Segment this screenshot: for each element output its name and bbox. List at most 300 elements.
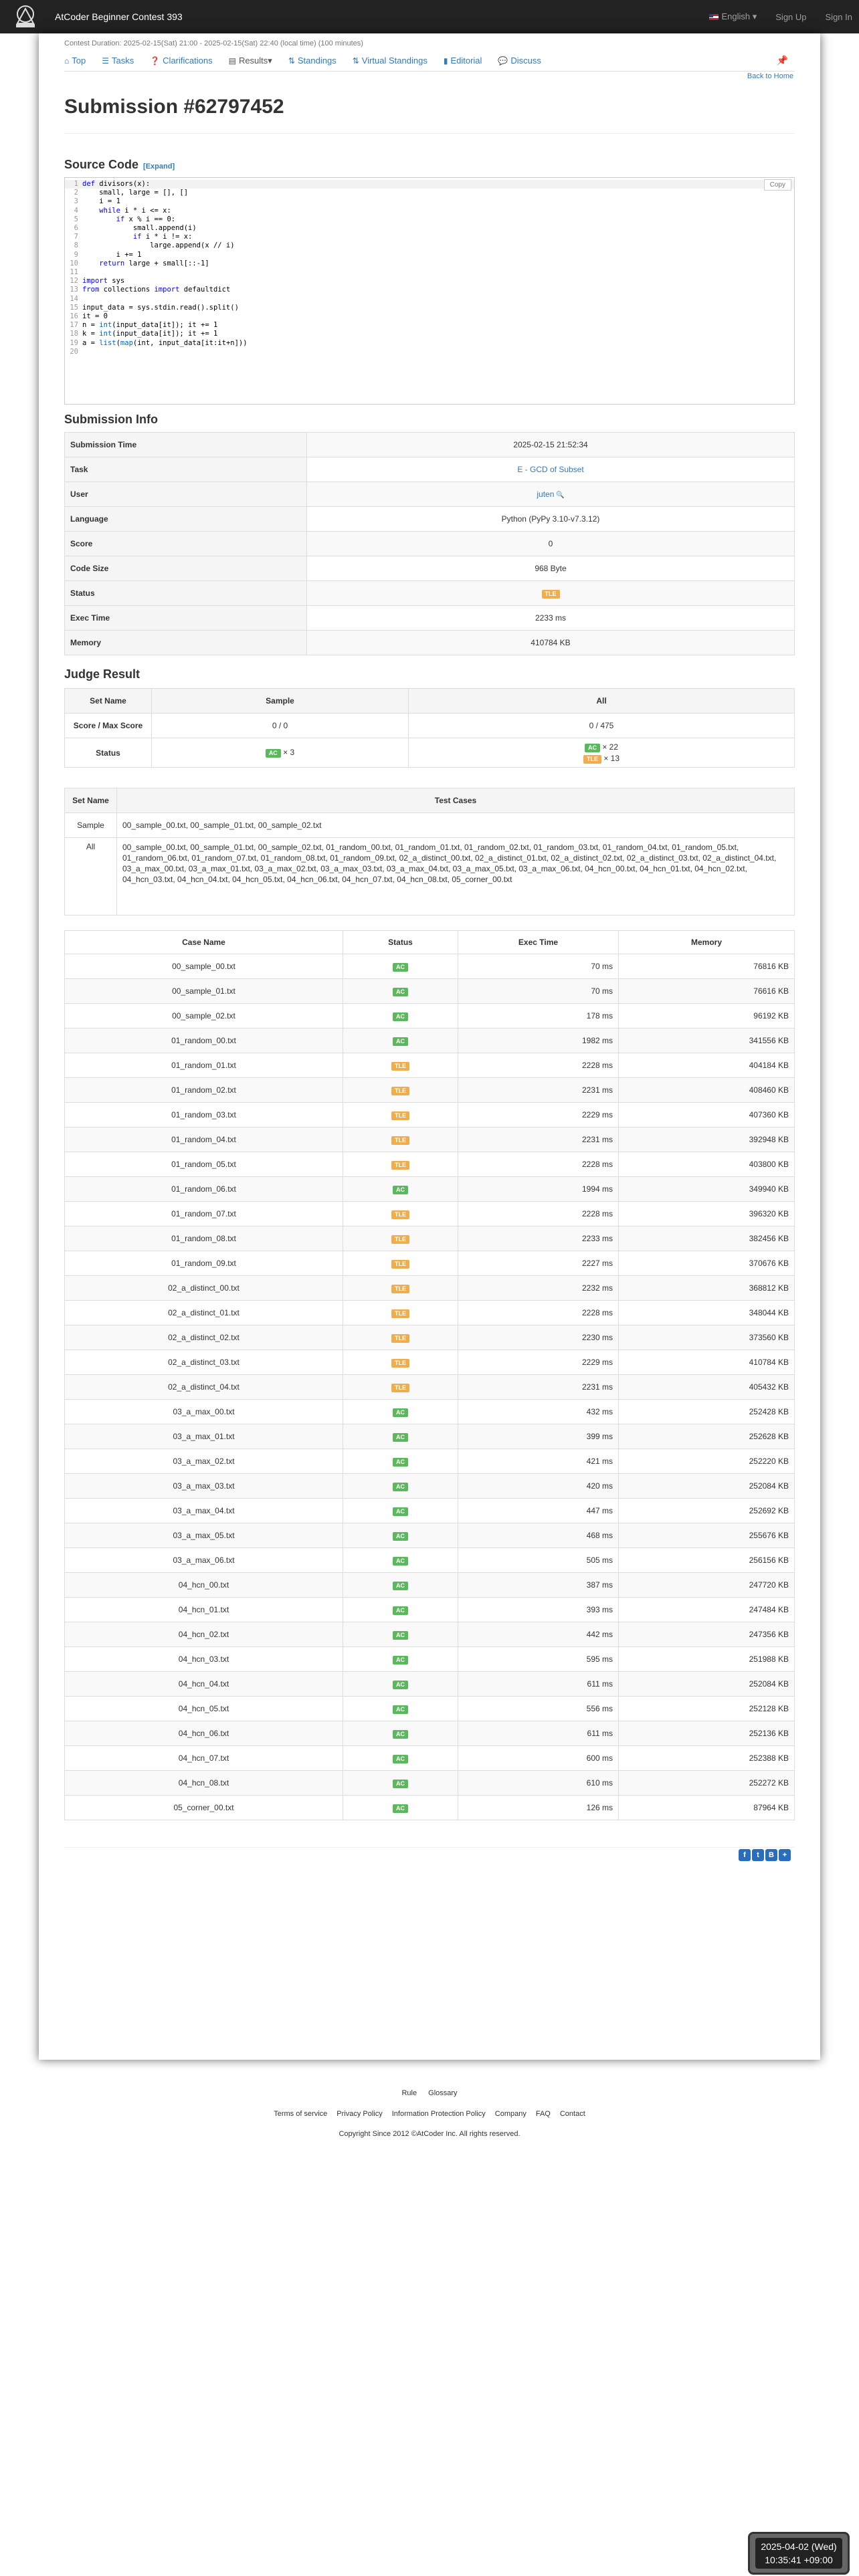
pin-icon[interactable]: 📌 xyxy=(776,55,788,66)
footer-link-privacy-policy[interactable]: Privacy Policy xyxy=(337,2110,383,2118)
code-text: import sys xyxy=(82,277,125,286)
line-number: 16 xyxy=(70,312,78,321)
results-header-memory: Memory xyxy=(619,931,795,954)
case-exec-time: 399 ms xyxy=(458,1424,619,1449)
case-name: 01_random_02.txt xyxy=(65,1078,343,1103)
copyright: Copyright Since 2012 ©AtCoder Inc. All rights reserved. xyxy=(339,2130,520,2138)
line-number: 14 xyxy=(70,294,78,303)
case-status xyxy=(343,1622,458,1647)
case-status xyxy=(343,1400,458,1424)
status-badge: AC xyxy=(393,988,408,996)
submission-info-heading: Submission Info xyxy=(64,413,159,426)
case-exec-time: 70 ms xyxy=(458,954,619,979)
case-name: 04_hcn_05.txt xyxy=(65,1697,343,1721)
case-exec-time: 2231 ms xyxy=(458,1375,619,1400)
us-flag-icon xyxy=(709,14,719,20)
status-badge: TLE xyxy=(583,755,601,764)
info-row xyxy=(65,482,795,507)
code-text: i += 1 xyxy=(82,250,142,259)
case-memory: 252428 KB xyxy=(619,1400,795,1424)
status-badge: AC xyxy=(393,1804,408,1813)
code-text: if x % i == 0: xyxy=(116,215,176,223)
status-badge: AC xyxy=(393,1656,408,1665)
code-text: n = int(input_data[it]); it += 1 xyxy=(82,321,218,330)
results-header-exec-time: Exec Time xyxy=(458,931,619,954)
code-line xyxy=(65,312,794,321)
nav-results-dropdown[interactable]: ▤ Results ▾ xyxy=(228,55,272,66)
case-name: 01_random_08.txt xyxy=(65,1226,343,1251)
table-row xyxy=(65,1721,795,1746)
footer-rule-link[interactable]: Rule xyxy=(401,2089,417,2097)
case-name: 03_a_max_03.txt xyxy=(65,1474,343,1499)
table-row xyxy=(65,1029,795,1053)
case-status xyxy=(343,1548,458,1573)
case-exec-time: 393 ms xyxy=(458,1598,619,1622)
judge-header-sample: Sample xyxy=(152,689,409,714)
table-row xyxy=(65,1226,795,1251)
code-text: large.append(x // i) xyxy=(82,241,235,250)
info-label: Task xyxy=(65,457,307,482)
copy-button[interactable]: Copy xyxy=(764,179,791,191)
clock-time: 10:35:41 +09:00 xyxy=(765,2555,833,2565)
user-link[interactable]: juten xyxy=(537,490,555,499)
line-number: 7 xyxy=(74,233,78,241)
info-label: Exec Time xyxy=(65,606,307,631)
divider xyxy=(64,1847,795,1848)
code-text: small.append(i) xyxy=(82,224,197,233)
table-row xyxy=(65,1128,795,1152)
case-memory: 255676 KB xyxy=(619,1523,795,1548)
info-row xyxy=(65,507,795,532)
code-line xyxy=(65,207,794,215)
status-badge: TLE xyxy=(391,1087,409,1095)
case-name: 01_random_00.txt xyxy=(65,1029,343,1053)
case-exec-time: 2229 ms xyxy=(458,1103,619,1128)
case-exec-time: 2229 ms xyxy=(458,1350,619,1375)
code-text: k = int(input_data[it]); it += 1 xyxy=(82,330,218,338)
case-memory: 404184 KB xyxy=(619,1053,795,1078)
back-to-home-link[interactable]: Back to Home xyxy=(747,72,793,80)
add-share-icon[interactable]: + xyxy=(779,1849,791,1861)
code-text: from collections import defaultdict xyxy=(82,286,231,294)
table-row xyxy=(65,1325,795,1350)
nav-tasks[interactable]: ☰ Tasks xyxy=(102,56,134,66)
judge-header-set-name: Set Name xyxy=(65,689,152,714)
case-memory: 348044 KB xyxy=(619,1301,795,1325)
sort-icon: ⇅ xyxy=(352,56,359,66)
case-status xyxy=(343,1128,458,1152)
line-number: 3 xyxy=(74,197,78,206)
case-name: 00_sample_01.txt xyxy=(65,979,343,1004)
table-row xyxy=(65,1152,795,1177)
code-line xyxy=(65,348,794,356)
case-name: 04_hcn_03.txt xyxy=(65,1647,343,1672)
line-number: 5 xyxy=(74,215,78,223)
case-memory: 368812 KB xyxy=(619,1276,795,1301)
table-row xyxy=(65,1449,795,1474)
case-name: 01_random_03.txt xyxy=(65,1103,343,1128)
case-name: 04_hcn_04.txt xyxy=(65,1672,343,1697)
nav-editorial[interactable]: ▮ Editorial xyxy=(443,56,482,66)
table-row xyxy=(65,954,795,979)
case-exec-time: 1994 ms xyxy=(458,1177,619,1202)
table-row xyxy=(65,1053,795,1078)
case-exec-time: 2233 ms xyxy=(458,1226,619,1251)
case-name: 01_random_05.txt xyxy=(65,1152,343,1177)
table-row xyxy=(65,1301,795,1325)
case-name: 05_corner_00.txt xyxy=(65,1796,343,1820)
status-badge: TLE xyxy=(391,1309,409,1318)
case-exec-time: 2231 ms xyxy=(458,1128,619,1152)
table-row xyxy=(65,979,795,1004)
status-badge: AC xyxy=(393,1606,408,1615)
case-name: 02_a_distinct_03.txt xyxy=(65,1350,343,1375)
line-number: 4 xyxy=(74,206,78,215)
case-name: 02_a_distinct_04.txt xyxy=(65,1375,343,1400)
case-exec-time: 421 ms xyxy=(458,1449,619,1474)
case-status xyxy=(343,1796,458,1820)
contest-duration: Contest Duration: 2025-02-15(Sat) 21:00 - 2025-02-15(Sat) 22:40 (local time) (100 minutes) xyxy=(64,39,363,47)
case-memory: 252628 KB xyxy=(619,1424,795,1449)
table-row xyxy=(65,1424,795,1449)
status-count: × 3 xyxy=(283,748,295,757)
case-exec-time: 2227 ms xyxy=(458,1251,619,1276)
list-alt-icon: ▤ xyxy=(228,56,236,66)
case-memory: 405432 KB xyxy=(619,1375,795,1400)
line-number: 20 xyxy=(70,347,78,356)
status-badge: AC xyxy=(393,1681,408,1689)
case-name: 01_random_09.txt xyxy=(65,1251,343,1276)
submission-info-table xyxy=(64,432,795,655)
footer-link-faq[interactable]: FAQ xyxy=(535,2110,551,2118)
case-status xyxy=(343,1276,458,1301)
case-name: 01_random_06.txt xyxy=(65,1177,343,1202)
case-memory: 247356 KB xyxy=(619,1622,795,1647)
contest-nav xyxy=(64,50,795,72)
status-badge: AC xyxy=(393,1631,408,1640)
code-line xyxy=(65,215,794,224)
case-name: 03_a_max_00.txt xyxy=(65,1400,343,1424)
status-badge: AC xyxy=(393,1012,408,1021)
case-exec-time: 420 ms xyxy=(458,1474,619,1499)
footer-link-information-protection-policy[interactable]: Information Protection Policy xyxy=(391,2110,486,2118)
test-case-sets-table xyxy=(64,788,795,916)
code-line xyxy=(65,259,794,268)
info-row xyxy=(65,532,795,556)
info-value xyxy=(307,532,795,556)
cases-header-test-cases: Test Cases xyxy=(117,788,795,813)
case-status xyxy=(343,1424,458,1449)
case-memory: 247484 KB xyxy=(619,1598,795,1622)
footer-link-terms-of-service[interactable]: Terms of service xyxy=(274,2110,328,2118)
code-line xyxy=(65,233,794,241)
table-row xyxy=(65,1251,795,1276)
case-status xyxy=(343,1053,458,1078)
case-name: 03_a_max_01.txt xyxy=(65,1424,343,1449)
book-icon: ▮ xyxy=(443,56,448,66)
case-status xyxy=(343,1301,458,1325)
table-row xyxy=(65,1202,795,1226)
test-case-list: 00_sample_00.txt, 00_sample_01.txt, 00_sample_02.txt, 01_random_00.txt, 01_random_01.txt, 01_random_02.txt, 01_random_03.txt, 01_random_04.txt, 01_random_05.txt, 01_random_06.txt, 01_random_07.txt, 01_random_08.txt, 01_random_09.txt, 02_a_distinct_00.txt, 02_a_distinct_01.txt, 02_a_distinct_02.txt, 02_a_distinct_03.txt, 02_a_distinct_04.txt, 03_a_max_00.txt, 03_a_max_01.txt, 03_a_max_02.txt, 03_a_max_03.txt, 03_a_max_04.txt, 03_a_max_05.txt, 03_a_max_06.txt, 04_hcn_00.txt, 04_hcn_01.txt, 04_hcn_02.txt, 04_hcn_03.txt, 04_hcn_04.txt, 04_hcn_05.txt, 04_hcn_06.txt, 04_hcn_07.txt, 04_hcn_08.txt, 05_corner_00.txt xyxy=(117,838,795,916)
source-code-block[interactable] xyxy=(64,177,795,405)
nav-standings[interactable]: ⇅ Standings xyxy=(288,56,337,66)
info-value xyxy=(307,433,795,457)
case-exec-time: 447 ms xyxy=(458,1499,619,1523)
status-count: × 22 xyxy=(602,742,619,752)
case-exec-time: 2228 ms xyxy=(458,1301,619,1325)
case-status xyxy=(343,1226,458,1251)
case-name: 02_a_distinct_02.txt xyxy=(65,1325,343,1350)
cases-header-set-name: Set Name xyxy=(65,788,117,813)
judge-result-table xyxy=(64,688,795,768)
code-text: it = 0 xyxy=(82,312,108,321)
status-badge: AC xyxy=(393,1186,408,1194)
line-number: 18 xyxy=(70,330,78,338)
info-value xyxy=(307,581,795,606)
status-badge: AC xyxy=(393,1532,408,1541)
case-exec-time: 387 ms xyxy=(458,1573,619,1598)
info-text: 968 Byte xyxy=(535,564,567,573)
footer-link-company[interactable]: Company xyxy=(494,2110,527,2118)
case-name: 03_a_max_04.txt xyxy=(65,1499,343,1523)
share-buttons xyxy=(737,1849,791,1861)
nav-virtual-standings[interactable]: ⇅ Virtual Standings xyxy=(352,56,427,66)
code-text: def divisors(x): xyxy=(82,180,151,188)
code-line xyxy=(65,295,794,304)
case-status xyxy=(343,1350,458,1375)
page-title: Submission #62797452 xyxy=(64,96,284,118)
list-icon: ☰ xyxy=(102,56,109,66)
sign-in-link[interactable]: Sign In xyxy=(825,11,852,22)
case-exec-time: 178 ms xyxy=(458,1004,619,1029)
case-exec-time: 442 ms xyxy=(458,1622,619,1647)
table-row xyxy=(65,1474,795,1499)
expand-link[interactable]: [Expand] xyxy=(143,163,175,171)
nav-top[interactable]: ⌂ Top xyxy=(64,56,86,66)
table-row xyxy=(65,1647,795,1672)
footer-glossary-link[interactable]: Glossary xyxy=(428,2089,458,2097)
table-row xyxy=(65,1523,795,1548)
info-row xyxy=(65,433,795,457)
case-memory: 247720 KB xyxy=(619,1573,795,1598)
code-line xyxy=(65,241,794,250)
info-label: User xyxy=(65,482,307,507)
code-line xyxy=(65,330,794,338)
status-badge: TLE xyxy=(391,1359,409,1368)
table-row xyxy=(65,1276,795,1301)
info-row xyxy=(65,606,795,631)
info-value xyxy=(307,606,795,631)
case-exec-time: 1982 ms xyxy=(458,1029,619,1053)
table-row xyxy=(65,1672,795,1697)
case-exec-time: 2230 ms xyxy=(458,1325,619,1350)
status-badge: AC xyxy=(585,744,600,752)
set-name: Sample xyxy=(65,813,117,838)
code-line xyxy=(65,180,794,189)
info-text: Python (PyPy 3.10-v7.3.12) xyxy=(501,514,600,524)
case-status xyxy=(343,1202,458,1226)
case-memory: 396320 KB xyxy=(619,1202,795,1226)
case-memory: 252220 KB xyxy=(619,1449,795,1474)
case-exec-time: 2228 ms xyxy=(458,1152,619,1177)
status-badge: TLE xyxy=(391,1210,409,1219)
code-text: while i * i <= x: xyxy=(99,206,171,215)
all-status xyxy=(409,738,795,768)
case-exec-time: 611 ms xyxy=(458,1721,619,1746)
code-line xyxy=(65,251,794,259)
table-row xyxy=(65,1375,795,1400)
case-exec-time: 432 ms xyxy=(458,1400,619,1424)
code-text: if i * i != x: xyxy=(132,233,193,241)
case-memory: 76816 KB xyxy=(619,954,795,979)
atcoder-logo[interactable] xyxy=(7,0,44,33)
case-memory: 251988 KB xyxy=(619,1647,795,1672)
score-label: Score / Max Score xyxy=(65,714,152,738)
set-name: All xyxy=(65,838,117,916)
case-memory: 373560 KB xyxy=(619,1325,795,1350)
info-row xyxy=(65,631,795,655)
info-row xyxy=(65,457,795,482)
info-value xyxy=(307,482,795,507)
status-badge: AC xyxy=(393,1483,408,1491)
table-row xyxy=(65,1622,795,1647)
info-label: Submission Time xyxy=(65,433,307,457)
case-status xyxy=(343,1078,458,1103)
case-memory: 252692 KB xyxy=(619,1499,795,1523)
case-name: 02_a_distinct_00.txt xyxy=(65,1276,343,1301)
case-exec-time: 595 ms xyxy=(458,1647,619,1672)
status-label: Status xyxy=(65,738,152,768)
case-memory: 76616 KB xyxy=(619,979,795,1004)
code-text: return large + small[::-1] xyxy=(99,259,209,267)
fixed-clock xyxy=(748,2532,850,2575)
table-row xyxy=(65,1697,795,1721)
info-label: Status xyxy=(65,581,307,606)
results-header-case-name: Case Name xyxy=(65,931,343,954)
status-badge: AC xyxy=(393,1780,408,1788)
judge-result-heading: Judge Result xyxy=(64,667,140,681)
test-case-list: 00_sample_00.txt, 00_sample_01.txt, 00_sample_02.txt xyxy=(117,813,795,838)
case-status xyxy=(343,979,458,1004)
case-exec-time: 505 ms xyxy=(458,1548,619,1573)
case-memory: 252084 KB xyxy=(619,1474,795,1499)
status-badge: AC xyxy=(393,1507,408,1516)
source-code-heading: Source Code [Expand] xyxy=(64,158,175,171)
case-exec-time: 2228 ms xyxy=(458,1202,619,1226)
line-number: 9 xyxy=(74,250,78,259)
case-status xyxy=(343,1449,458,1474)
language-dropdown[interactable]: English ▾ xyxy=(709,11,757,22)
code-line xyxy=(65,189,794,197)
contest-name-link[interactable]: AtCoder Beginner Contest 393 xyxy=(55,11,183,22)
line-number: 15 xyxy=(70,303,78,312)
line-number: 13 xyxy=(70,286,78,294)
case-exec-time: 70 ms xyxy=(458,979,619,1004)
case-status xyxy=(343,1103,458,1128)
task-link[interactable]: E - GCD of Subset xyxy=(517,465,584,474)
status-badge: TLE xyxy=(391,1334,409,1343)
hatena-share-icon[interactable]: B xyxy=(765,1849,777,1861)
status-badge: AC xyxy=(393,1458,408,1467)
case-name: 04_hcn_01.txt xyxy=(65,1598,343,1622)
case-status xyxy=(343,1598,458,1622)
table-row xyxy=(65,1796,795,1820)
case-memory: 403800 KB xyxy=(619,1152,795,1177)
status-badge: AC xyxy=(393,1037,408,1046)
info-value xyxy=(307,556,795,581)
table-row xyxy=(65,1078,795,1103)
case-name: 03_a_max_06.txt xyxy=(65,1548,343,1573)
case-memory: 252128 KB xyxy=(619,1697,795,1721)
judge-header-all: All xyxy=(409,689,795,714)
case-exec-time: 611 ms xyxy=(458,1672,619,1697)
case-memory: 87964 KB xyxy=(619,1796,795,1820)
case-memory: 252388 KB xyxy=(619,1746,795,1771)
info-label: Language xyxy=(65,507,307,532)
line-number: 11 xyxy=(70,268,78,277)
case-status xyxy=(343,1325,458,1350)
nav-discuss[interactable]: 💬 Discuss xyxy=(498,56,541,66)
search-icon[interactable]: 🔍 xyxy=(554,492,565,499)
code-text: small, large = [], [] xyxy=(82,189,189,197)
case-memory: 256156 KB xyxy=(619,1548,795,1573)
question-circle-icon: ❓ xyxy=(150,56,161,66)
status-badge: TLE xyxy=(391,1235,409,1244)
case-memory: 341556 KB xyxy=(619,1029,795,1053)
status-badge: TLE xyxy=(391,1285,409,1293)
case-memory: 370676 KB xyxy=(619,1251,795,1276)
info-row xyxy=(65,581,795,606)
code-line xyxy=(65,224,794,233)
code-text: input_data = sys.stdin.read().split() xyxy=(82,303,239,312)
sign-up-link[interactable]: Sign Up xyxy=(775,11,807,22)
case-status xyxy=(343,1771,458,1796)
table-row xyxy=(65,1177,795,1202)
case-memory: 252136 KB xyxy=(619,1721,795,1746)
code-text: a = list(map(int, input_data[it:it+n])) xyxy=(82,338,248,347)
code-line xyxy=(65,339,794,348)
code-line xyxy=(65,277,794,286)
status-badge: AC xyxy=(393,1705,408,1714)
case-name: 03_a_max_02.txt xyxy=(65,1449,343,1474)
case-memory: 410784 KB xyxy=(619,1350,795,1375)
line-number: 1 xyxy=(74,180,78,188)
case-name: 04_hcn_08.txt xyxy=(65,1771,343,1796)
info-label: Code Size xyxy=(65,556,307,581)
comment-icon: 💬 xyxy=(498,56,508,66)
case-memory: 349940 KB xyxy=(619,1177,795,1202)
home-icon: ⌂ xyxy=(64,56,70,66)
status-badge: TLE xyxy=(391,1111,409,1120)
case-name: 04_hcn_00.txt xyxy=(65,1573,343,1598)
table-row xyxy=(65,1548,795,1573)
line-number: 12 xyxy=(70,277,78,286)
top-navbar xyxy=(0,0,859,33)
facebook-share-icon[interactable]: f xyxy=(739,1849,751,1861)
case-memory: 252084 KB xyxy=(619,1672,795,1697)
status-badge: AC xyxy=(393,1582,408,1590)
all-score: 0 / 475 xyxy=(409,714,795,738)
case-status xyxy=(343,1251,458,1276)
status-count: × 13 xyxy=(603,753,620,763)
table-row xyxy=(65,1400,795,1424)
nav-clarifications[interactable]: ❓ Clarifications xyxy=(150,56,213,66)
twitter-share-icon[interactable]: t xyxy=(752,1849,764,1861)
case-name: 01_random_04.txt xyxy=(65,1128,343,1152)
status-badge: AC xyxy=(266,749,281,758)
footer-link-contact[interactable]: Contact xyxy=(559,2110,585,2118)
status-badge: AC xyxy=(393,1408,408,1417)
